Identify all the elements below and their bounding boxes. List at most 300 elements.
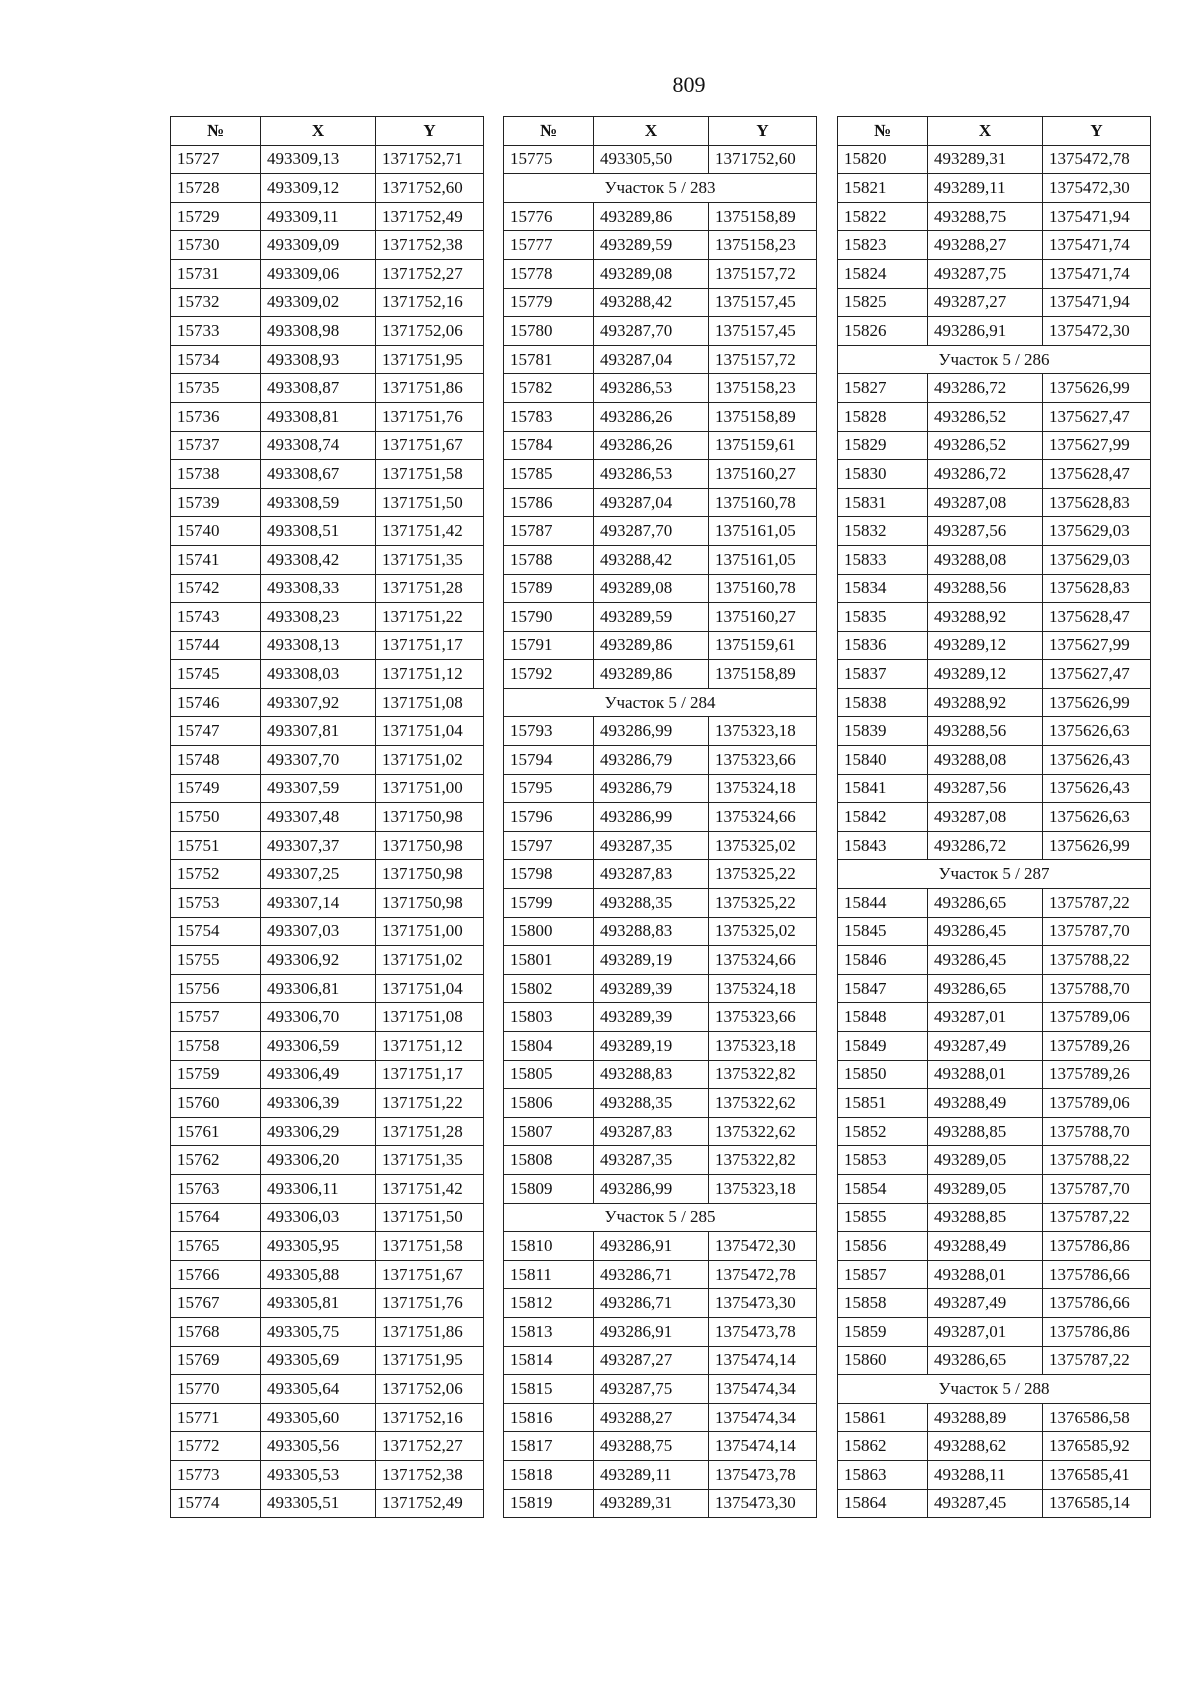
header-number: № [838,117,928,146]
table-row [838,317,1151,346]
point-number-cell: 15783 [504,402,594,431]
y-coordinate-cell: 1375788,22 [1043,1146,1151,1175]
point-number-cell: 15854 [838,1174,928,1203]
table-row [838,259,1151,288]
x-coordinate-cell: 493286,72 [928,374,1043,403]
section-title: Участок 5 / 288 [838,1375,1151,1404]
y-coordinate-cell: 1375789,26 [1043,1060,1151,1089]
point-number-cell: 15777 [504,231,594,260]
y-coordinate-cell: 1375324,18 [709,974,817,1003]
point-number-cell: 15776 [504,202,594,231]
point-number-cell: 15764 [171,1203,261,1232]
x-coordinate-cell: 493287,83 [594,860,709,889]
y-coordinate-cell: 1371751,12 [376,1032,484,1061]
table-row [504,603,817,632]
point-number-cell: 15755 [171,946,261,975]
table-row [504,460,817,489]
x-coordinate-cell: 493288,01 [928,1060,1043,1089]
y-coordinate-cell: 1371751,86 [376,374,484,403]
table-row [838,631,1151,660]
table-row [171,688,484,717]
x-coordinate-cell: 493306,29 [261,1117,376,1146]
point-number-cell: 15840 [838,746,928,775]
table-row [504,317,817,346]
y-coordinate-cell: 1375629,03 [1043,545,1151,574]
table-row [171,1174,484,1203]
y-coordinate-cell: 1371752,27 [376,1432,484,1461]
table-row [171,1489,484,1518]
y-coordinate-cell: 1371751,04 [376,717,484,746]
table-row [171,1432,484,1461]
y-coordinate-cell: 1375627,47 [1043,402,1151,431]
x-coordinate-cell: 493289,08 [594,574,709,603]
y-coordinate-cell: 1375787,22 [1043,1203,1151,1232]
header-y: Y [1043,117,1151,146]
table-row [171,974,484,1003]
y-coordinate-cell: 1371752,60 [709,145,817,174]
x-coordinate-cell: 493309,09 [261,231,376,260]
x-coordinate-cell: 493287,04 [594,488,709,517]
table-row [171,259,484,288]
y-coordinate-cell: 1375473,30 [709,1289,817,1318]
point-number-cell: 15811 [504,1260,594,1289]
y-coordinate-cell: 1371751,67 [376,431,484,460]
point-number-cell: 15790 [504,603,594,632]
table-row [838,660,1151,689]
y-coordinate-cell: 1375628,83 [1043,488,1151,517]
table-row [171,1203,484,1232]
x-coordinate-cell: 493289,11 [594,1460,709,1489]
x-coordinate-cell: 493308,33 [261,574,376,603]
x-coordinate-cell: 493309,06 [261,259,376,288]
table-row [504,259,817,288]
table-row [838,402,1151,431]
table-row [171,1403,484,1432]
x-coordinate-cell: 493307,03 [261,917,376,946]
table-row [171,1060,484,1089]
table-row [838,1460,1151,1489]
point-number-cell: 15762 [171,1146,261,1175]
section-row [838,1375,1151,1404]
section-title: Участок 5 / 284 [504,688,817,717]
table-row [171,1260,484,1289]
x-coordinate-cell: 493287,27 [928,288,1043,317]
point-number-cell: 15737 [171,431,261,460]
table-row [504,803,817,832]
table-row [171,1003,484,1032]
y-coordinate-cell: 1376585,92 [1043,1432,1151,1461]
point-number-cell: 15801 [504,946,594,975]
x-coordinate-cell: 493288,11 [928,1460,1043,1489]
point-number-cell: 15727 [171,145,261,174]
table-row [838,746,1151,775]
y-coordinate-cell: 1375471,74 [1043,259,1151,288]
x-coordinate-cell: 493289,31 [928,145,1043,174]
table-row [171,431,484,460]
table-row [838,1146,1151,1175]
table-row [171,717,484,746]
point-number-cell: 15864 [838,1489,928,1518]
point-number-cell: 15862 [838,1432,928,1461]
point-number-cell: 15822 [838,202,928,231]
point-number-cell: 15795 [504,774,594,803]
y-coordinate-cell: 1371751,08 [376,1003,484,1032]
table-row [171,603,484,632]
x-coordinate-cell: 493308,93 [261,345,376,374]
x-coordinate-cell: 493287,49 [928,1032,1043,1061]
point-number-cell: 15805 [504,1060,594,1089]
x-coordinate-cell: 493306,81 [261,974,376,1003]
point-number-cell: 15785 [504,460,594,489]
table-row [171,831,484,860]
coordinates-table-2 [503,116,817,1518]
x-coordinate-cell: 493305,50 [594,145,709,174]
y-coordinate-cell: 1371750,98 [376,803,484,832]
x-coordinate-cell: 493288,62 [928,1432,1043,1461]
point-number-cell: 15779 [504,288,594,317]
y-coordinate-cell: 1375322,62 [709,1089,817,1118]
table-row [838,145,1151,174]
y-coordinate-cell: 1375323,18 [709,717,817,746]
table-row [838,603,1151,632]
x-coordinate-cell: 493289,39 [594,974,709,1003]
table-row [171,345,484,374]
y-coordinate-cell: 1375472,78 [1043,145,1151,174]
table-row [171,1317,484,1346]
table-row [504,1089,817,1118]
y-coordinate-cell: 1371752,16 [376,288,484,317]
point-number-cell: 15745 [171,660,261,689]
point-number-cell: 15844 [838,889,928,918]
point-number-cell: 15740 [171,517,261,546]
table-row [504,774,817,803]
point-number-cell: 15858 [838,1289,928,1318]
table-row [838,974,1151,1003]
section-row [504,688,817,717]
point-number-cell: 15860 [838,1346,928,1375]
point-number-cell: 15774 [171,1489,261,1518]
x-coordinate-cell: 493287,56 [928,517,1043,546]
table-row [171,889,484,918]
y-coordinate-cell: 1375158,89 [709,202,817,231]
y-coordinate-cell: 1375322,82 [709,1060,817,1089]
table-row [838,1403,1151,1432]
header-y: Y [376,117,484,146]
x-coordinate-cell: 493306,70 [261,1003,376,1032]
y-coordinate-cell: 1371751,58 [376,1232,484,1261]
x-coordinate-cell: 493289,12 [928,660,1043,689]
y-coordinate-cell: 1375324,66 [709,803,817,832]
x-coordinate-cell: 493308,59 [261,488,376,517]
y-coordinate-cell: 1371751,22 [376,1089,484,1118]
y-coordinate-cell: 1375787,22 [1043,1346,1151,1375]
y-coordinate-cell: 1375160,27 [709,460,817,489]
y-coordinate-cell: 1375472,78 [709,1260,817,1289]
point-number-cell: 15763 [171,1174,261,1203]
x-coordinate-cell: 493305,64 [261,1375,376,1404]
table-row [838,688,1151,717]
x-coordinate-cell: 493305,88 [261,1260,376,1289]
table-row [171,774,484,803]
table-row [171,574,484,603]
table-row [171,1375,484,1404]
point-number-cell: 15817 [504,1432,594,1461]
x-coordinate-cell: 493286,65 [928,1346,1043,1375]
y-coordinate-cell: 1375160,78 [709,488,817,517]
point-number-cell: 15798 [504,860,594,889]
section-row [838,345,1151,374]
x-coordinate-cell: 493308,81 [261,402,376,431]
y-coordinate-cell: 1371750,98 [376,889,484,918]
table-row [171,202,484,231]
point-number-cell: 15739 [171,488,261,517]
x-coordinate-cell: 493286,79 [594,774,709,803]
table-row [838,1289,1151,1318]
table-row [171,946,484,975]
y-coordinate-cell: 1371752,60 [376,174,484,203]
y-coordinate-cell: 1371750,98 [376,860,484,889]
table-row [504,1260,817,1289]
point-number-cell: 15751 [171,831,261,860]
table-row [171,1460,484,1489]
x-coordinate-cell: 493289,86 [594,631,709,660]
x-coordinate-cell: 493305,95 [261,1232,376,1261]
y-coordinate-cell: 1371751,17 [376,631,484,660]
y-coordinate-cell: 1375473,30 [709,1489,817,1518]
x-coordinate-cell: 493288,35 [594,889,709,918]
table-row [504,1146,817,1175]
point-number-cell: 15834 [838,574,928,603]
y-coordinate-cell: 1371752,38 [376,231,484,260]
y-coordinate-cell: 1371750,98 [376,831,484,860]
x-coordinate-cell: 493288,42 [594,545,709,574]
point-number-cell: 15735 [171,374,261,403]
point-number-cell: 15758 [171,1032,261,1061]
x-coordinate-cell: 493287,70 [594,317,709,346]
y-coordinate-cell: 1376586,58 [1043,1403,1151,1432]
point-number-cell: 15786 [504,488,594,517]
point-number-cell: 15797 [504,831,594,860]
y-coordinate-cell: 1375472,30 [709,1232,817,1261]
table-row [504,660,817,689]
y-coordinate-cell: 1375473,78 [709,1317,817,1346]
table-row [838,288,1151,317]
y-coordinate-cell: 1371751,95 [376,345,484,374]
x-coordinate-cell: 493288,75 [928,202,1043,231]
x-coordinate-cell: 493289,05 [928,1174,1043,1203]
y-coordinate-cell: 1375471,94 [1043,202,1151,231]
y-coordinate-cell: 1371751,08 [376,688,484,717]
y-coordinate-cell: 1376585,41 [1043,1460,1151,1489]
x-coordinate-cell: 493286,79 [594,746,709,775]
table-row [171,1089,484,1118]
point-number-cell: 15836 [838,631,928,660]
y-coordinate-cell: 1375628,47 [1043,460,1151,489]
x-coordinate-cell: 493307,92 [261,688,376,717]
y-coordinate-cell: 1371751,95 [376,1346,484,1375]
table-row [838,889,1151,918]
y-coordinate-cell: 1371751,76 [376,402,484,431]
table-row [171,317,484,346]
point-number-cell: 15796 [504,803,594,832]
coordinates-table-3 [837,116,1151,1518]
point-number-cell: 15857 [838,1260,928,1289]
point-number-cell: 15846 [838,946,928,975]
point-number-cell: 15736 [171,402,261,431]
x-coordinate-cell: 493288,85 [928,1117,1043,1146]
y-coordinate-cell: 1375474,14 [709,1432,817,1461]
point-number-cell: 15815 [504,1375,594,1404]
point-number-cell: 15849 [838,1032,928,1061]
x-coordinate-cell: 493289,59 [594,231,709,260]
y-coordinate-cell: 1371751,50 [376,488,484,517]
y-coordinate-cell: 1375788,70 [1043,974,1151,1003]
x-coordinate-cell: 493287,01 [928,1003,1043,1032]
y-coordinate-cell: 1371752,06 [376,317,484,346]
point-number-cell: 15804 [504,1032,594,1061]
point-number-cell: 15830 [838,460,928,489]
y-coordinate-cell: 1375160,27 [709,603,817,632]
table-row [504,1460,817,1489]
y-coordinate-cell: 1375157,45 [709,317,817,346]
x-coordinate-cell: 493289,12 [928,631,1043,660]
table-row [171,488,484,517]
y-coordinate-cell: 1371751,22 [376,603,484,632]
table-row [171,460,484,489]
x-coordinate-cell: 493307,48 [261,803,376,832]
point-number-cell: 15728 [171,174,261,203]
y-coordinate-cell: 1375474,34 [709,1403,817,1432]
y-coordinate-cell: 1371751,76 [376,1289,484,1318]
x-coordinate-cell: 493288,83 [594,917,709,946]
y-coordinate-cell: 1375158,23 [709,231,817,260]
table-row [838,774,1151,803]
x-coordinate-cell: 493286,99 [594,717,709,746]
y-coordinate-cell: 1376585,14 [1043,1489,1151,1518]
x-coordinate-cell: 493305,69 [261,1346,376,1375]
x-coordinate-cell: 493288,56 [928,717,1043,746]
y-coordinate-cell: 1375157,45 [709,288,817,317]
point-number-cell: 15851 [838,1089,928,1118]
point-number-cell: 15829 [838,431,928,460]
table-row [504,517,817,546]
y-coordinate-cell: 1371752,27 [376,259,484,288]
point-number-cell: 15731 [171,259,261,288]
x-coordinate-cell: 493306,59 [261,1032,376,1061]
point-number-cell: 15831 [838,488,928,517]
x-coordinate-cell: 493305,60 [261,1403,376,1432]
y-coordinate-cell: 1375626,43 [1043,774,1151,803]
y-coordinate-cell: 1371751,50 [376,1203,484,1232]
x-coordinate-cell: 493286,91 [594,1317,709,1346]
y-coordinate-cell: 1371751,67 [376,1260,484,1289]
y-coordinate-cell: 1375627,47 [1043,660,1151,689]
x-coordinate-cell: 493288,08 [928,545,1043,574]
y-coordinate-cell: 1375626,99 [1043,831,1151,860]
table-row [504,1232,817,1261]
table-row [504,1003,817,1032]
y-coordinate-cell: 1375626,99 [1043,374,1151,403]
table-row [504,974,817,1003]
y-coordinate-cell: 1375627,99 [1043,631,1151,660]
point-number-cell: 15820 [838,145,928,174]
x-coordinate-cell: 493308,42 [261,545,376,574]
point-number-cell: 15742 [171,574,261,603]
x-coordinate-cell: 493289,39 [594,1003,709,1032]
x-coordinate-cell: 493286,52 [928,402,1043,431]
point-number-cell: 15780 [504,317,594,346]
point-number-cell: 15859 [838,1317,928,1346]
table-row [838,374,1151,403]
x-coordinate-cell: 493286,91 [594,1232,709,1261]
y-coordinate-cell: 1375323,66 [709,746,817,775]
x-coordinate-cell: 493306,92 [261,946,376,975]
point-number-cell: 15853 [838,1146,928,1175]
point-number-cell: 15835 [838,603,928,632]
point-number-cell: 15819 [504,1489,594,1518]
table-row [838,1089,1151,1118]
table-row [171,145,484,174]
y-coordinate-cell: 1375629,03 [1043,517,1151,546]
point-number-cell: 15749 [171,774,261,803]
x-coordinate-cell: 493287,75 [928,259,1043,288]
point-number-cell: 15773 [171,1460,261,1489]
x-coordinate-cell: 493309,02 [261,288,376,317]
point-number-cell: 15812 [504,1289,594,1318]
table-row [838,1117,1151,1146]
x-coordinate-cell: 493288,35 [594,1089,709,1118]
x-coordinate-cell: 493307,59 [261,774,376,803]
table-row [504,288,817,317]
table-row [838,574,1151,603]
table-row [504,746,817,775]
point-number-cell: 15848 [838,1003,928,1032]
y-coordinate-cell: 1375471,74 [1043,231,1151,260]
table-row [504,345,817,374]
section-row [838,860,1151,889]
table-row [838,431,1151,460]
y-coordinate-cell: 1371751,42 [376,517,484,546]
y-coordinate-cell: 1375627,99 [1043,431,1151,460]
table-row [504,1346,817,1375]
y-coordinate-cell: 1375789,06 [1043,1089,1151,1118]
point-number-cell: 15824 [838,259,928,288]
point-number-cell: 15752 [171,860,261,889]
x-coordinate-cell: 493305,51 [261,1489,376,1518]
table-row [838,174,1151,203]
y-coordinate-cell: 1371751,28 [376,574,484,603]
y-coordinate-cell: 1375323,18 [709,1174,817,1203]
point-number-cell: 15748 [171,746,261,775]
point-number-cell: 15856 [838,1232,928,1261]
x-coordinate-cell: 493287,27 [594,1346,709,1375]
table-row [504,717,817,746]
point-number-cell: 15761 [171,1117,261,1146]
table-row [838,460,1151,489]
table-row [171,174,484,203]
point-number-cell: 15768 [171,1317,261,1346]
point-number-cell: 15837 [838,660,928,689]
point-number-cell: 15793 [504,717,594,746]
y-coordinate-cell: 1375324,66 [709,946,817,975]
table-row [171,374,484,403]
y-coordinate-cell: 1371751,58 [376,460,484,489]
point-number-cell: 15806 [504,1089,594,1118]
x-coordinate-cell: 493288,01 [928,1260,1043,1289]
point-number-cell: 15863 [838,1460,928,1489]
y-coordinate-cell: 1375325,02 [709,831,817,860]
table-row [504,631,817,660]
